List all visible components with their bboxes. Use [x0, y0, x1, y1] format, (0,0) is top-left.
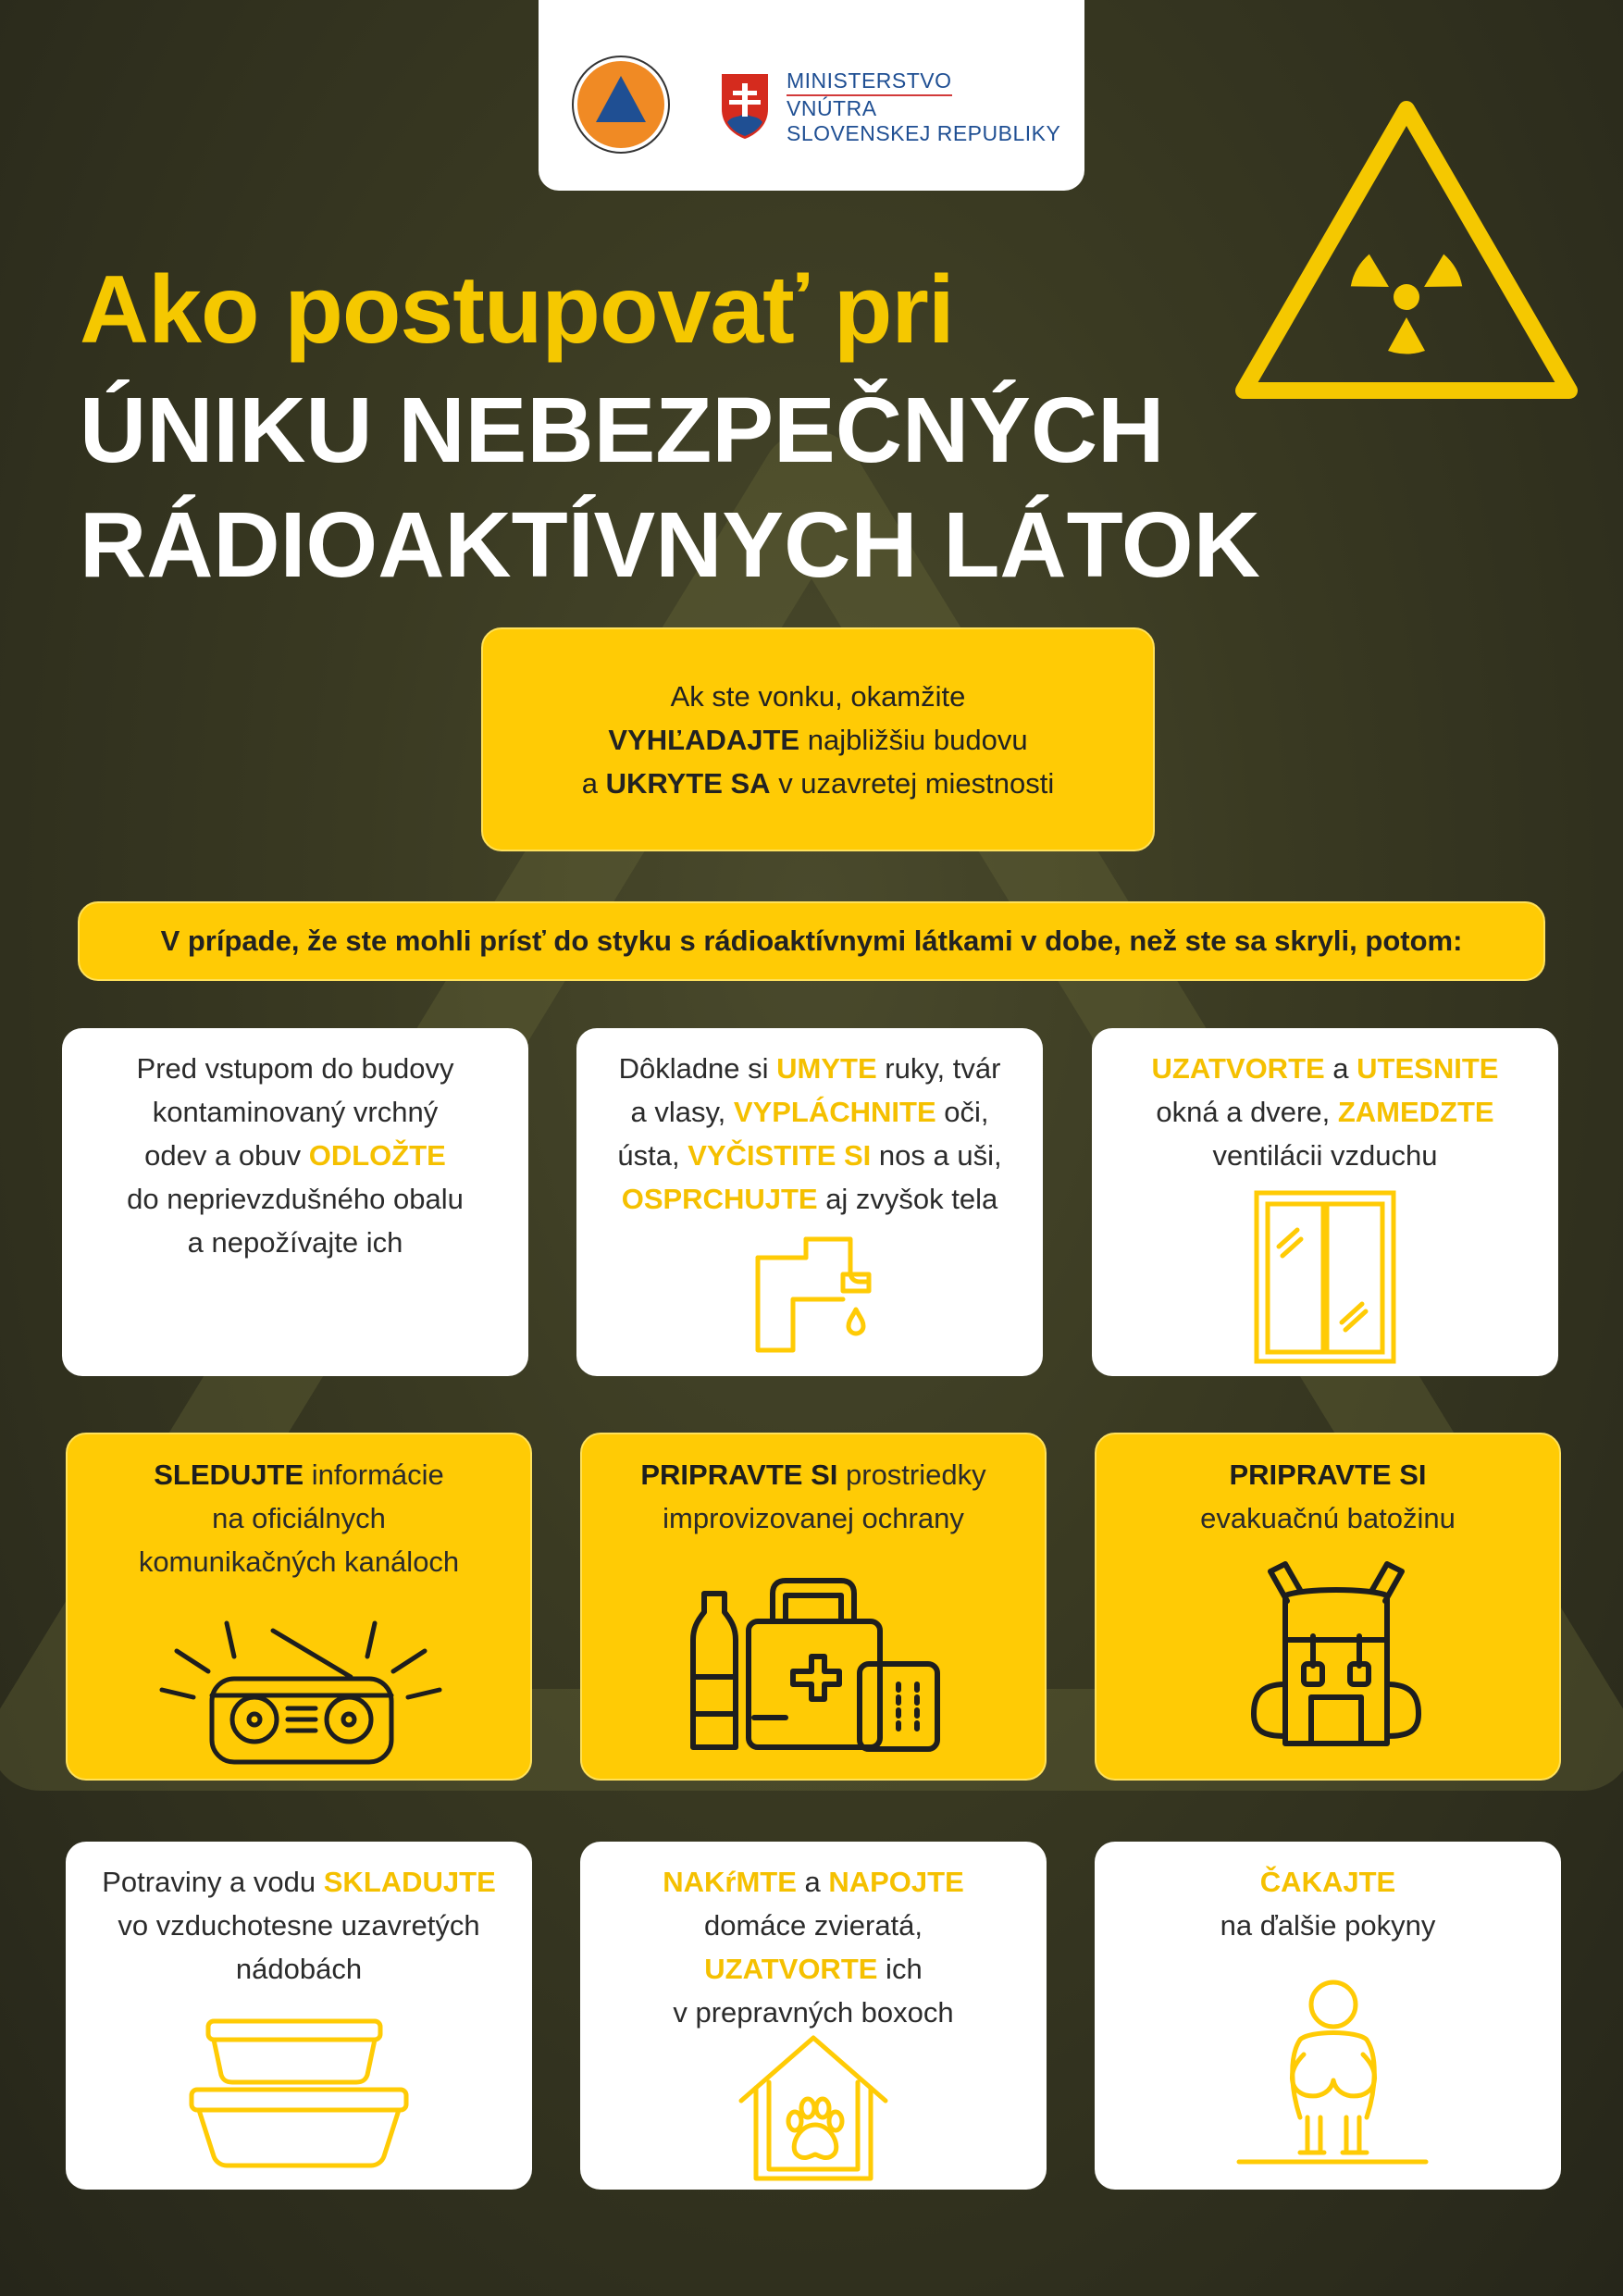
faucet-icon: [739, 1221, 878, 1359]
window-icon: [1253, 1189, 1397, 1365]
title-line-2: ÚNIKU NEBEZPEČNÝCH: [80, 379, 1165, 482]
card-text-line: PRIPRAVTE SI prostriedky: [640, 1458, 986, 1491]
card-text-line: ústa, VYČISTITE SI nos a uši,: [617, 1139, 1002, 1172]
card-text-line: Pred vstupom do budovy: [136, 1052, 454, 1085]
card-prepare-bag: [1095, 1433, 1561, 1781]
ministry-line-3: SLOVENSKEJ REPUBLIKY: [787, 121, 1061, 145]
card-text-line: ČAKAJTE: [1259, 1866, 1396, 1898]
card-text-line: NAKŕMTE a NAPOJTE: [663, 1866, 964, 1898]
food-containers-icon: [188, 2014, 410, 2169]
card-text-line: odev a obuv ODLOŽTE: [144, 1139, 446, 1172]
card-text-line: kontaminovaný vrchný: [152, 1096, 439, 1128]
card-text-line: UZATVORTE a UTESNITE: [1151, 1052, 1499, 1085]
ministry-name: [787, 68, 1060, 146]
card-text-line: na oficiálnych: [212, 1502, 386, 1534]
card-pets: [580, 1842, 1047, 2190]
card-text-line: do neprievzdušného obalu: [127, 1183, 464, 1215]
callout-line-1: Ak ste vonku, okamžite: [670, 679, 966, 713]
card-text-line: vo vzduchotesne uzavretých: [118, 1909, 480, 1942]
card-text-line: Dôkladne si UMYTE ruky, tvár: [618, 1052, 1001, 1085]
card-prepare-protection: [580, 1433, 1047, 1781]
card-wait: [1095, 1842, 1561, 2190]
radio-icon: [156, 1607, 445, 1768]
card-wash: [576, 1028, 1043, 1376]
ministry-line-2: VNÚTRA: [787, 96, 877, 120]
card-text-line: ventilácii vzduchu: [1212, 1139, 1438, 1172]
radiation-hazard-icon: [1234, 98, 1579, 403]
card-text-line: v prepravných boxoch: [673, 1996, 954, 2029]
card-text-line: UZATVORTE ich: [704, 1953, 923, 1985]
callout-line-2: VYHĽADAJTE najbližšiu budovu: [608, 723, 1028, 756]
contamination-banner: V prípade, že ste mohli prísť do styku s rádioaktívnymi látkami v dobe, než ste sa skryli, potom:: [78, 901, 1545, 981]
card-text-line: SLEDUJTE informácie: [154, 1458, 444, 1491]
slovak-coat-of-arms-icon: [720, 72, 770, 141]
backpack-icon: [1248, 1558, 1424, 1749]
header-logos: [539, 0, 1084, 191]
card-text-line: a nepožívajte ich: [187, 1226, 403, 1259]
card-text-line: improvizovanej ochrany: [663, 1502, 964, 1534]
card-text-line: nádobách: [235, 1953, 363, 1985]
card-text-line: a vlasy, VYPLÁCHNITE oči,: [630, 1096, 989, 1128]
card-remove-clothing: [62, 1028, 528, 1376]
card-text-line: domáce zvieratá,: [703, 1909, 923, 1942]
card-store-food: [66, 1842, 532, 2190]
card-text-line: PRIPRAVTE SI: [1229, 1458, 1427, 1491]
title-line-1: Ako postupovať pri: [80, 256, 954, 364]
first-aid-kit-icon: [684, 1575, 947, 1756]
pet-house-icon: [737, 2032, 889, 2182]
card-follow-info: [66, 1433, 532, 1781]
waiting-person-icon: [1235, 1979, 1430, 2167]
civil-protection-logo-icon: [570, 54, 672, 155]
outdoor-instruction-box: [481, 627, 1155, 851]
card-text-line: evakuačnú batožinu: [1200, 1502, 1456, 1534]
card-text-line: OSPRCHUJTE aj zvyšok tela: [621, 1183, 998, 1215]
card-text-line: Potraviny a vodu SKLADUJTE: [102, 1866, 496, 1898]
card-text-line: okná a dvere, ZAMEDZTE: [1156, 1096, 1494, 1128]
title-line-3: RÁDIOAKTÍVNYCH LÁTOK: [80, 493, 1260, 597]
card-text-line: na ďalšie pokyny: [1220, 1909, 1436, 1942]
callout-line-3: a UKRYTE SA v uzavretej miestnosti: [581, 766, 1055, 800]
card-text-line: komunikačných kanáloch: [138, 1545, 460, 1578]
card-seal-windows: [1092, 1028, 1558, 1376]
ministry-line-1: MINISTERSTVO: [787, 68, 952, 96]
